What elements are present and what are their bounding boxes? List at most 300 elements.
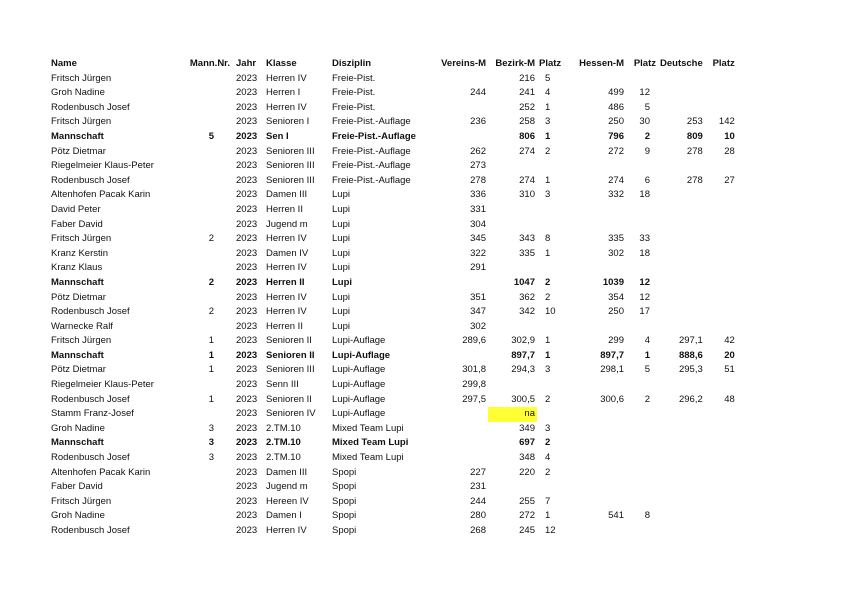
cell-platz-hessen: 18 [639,247,650,259]
cell-hessen-m [577,378,626,393]
cell-hessen-m: 302 [608,247,624,259]
cell-platz-bezirk: 7 [545,495,551,507]
cell-hessen-m [577,407,626,422]
cell-disziplin: Lupi-Auflage [332,364,386,376]
cell-hessen-m [577,466,626,481]
cell-hessen-m [577,451,626,466]
cell-disziplin: Lupi [332,189,350,201]
cell-mann-nr: 3 [208,452,214,464]
cell-deutsche [658,159,705,174]
table-row [49,159,737,174]
cell-disziplin: Lupi-Auflage [332,393,386,405]
cell-vereins-m: 304 [470,218,486,230]
table-row [49,378,737,393]
cell-platz-bezirk: 1 [545,247,551,259]
cell-bezirk-m [488,261,537,276]
cell-mann-nr: 2 [208,306,214,318]
table-row [49,422,737,437]
cell-mann-nr [179,320,234,335]
cell-klasse: Herren I [266,87,301,99]
cell-vereins-m: 297,5 [462,393,486,405]
cell-vereins-m: 331 [470,203,486,215]
cell-bezirk-m: 252 [519,101,535,113]
cell-platz-bezirk: 2 [545,291,551,303]
cell-name: Fritsch Jürgen [51,335,112,347]
cell-vereins-m [428,276,488,291]
cell-jahr: 2023 [236,525,258,536]
cell-name: Faber David [51,218,103,230]
cell-platz-deutsche: 142 [718,116,735,128]
cell-vereins-m [428,72,488,87]
cell-deutsche [658,218,705,233]
table-row [49,72,737,87]
cell-disziplin: Lupi [332,203,350,215]
cell-platz-hessen [626,451,658,466]
cell-platz-bezirk: 5 [545,72,551,84]
cell-name: Pötz Dietmar [51,364,106,376]
table-row [49,145,737,160]
cell-platz-hessen: 1 [644,349,650,361]
cell-vereins-m [428,436,488,451]
cell-klasse: Senioren II [266,335,312,347]
cell-klasse: 2.TM.10 [266,422,301,434]
cell-jahr: 2023 [236,495,258,507]
cell-platz-hessen: 4 [644,335,650,347]
cell-platz-bezirk: 3 [545,189,551,201]
table-row [49,436,737,451]
table-row [49,363,737,378]
cell-disziplin: Lupi [332,306,350,318]
cell-deutsche [658,86,705,101]
cell-platz-hessen: 12 [639,276,650,288]
cell-hessen-m: 499 [608,87,624,99]
cell-hessen-m: 486 [608,101,624,113]
cell-name: Groh Nadine [51,510,105,522]
cell-bezirk-m: 343 [519,233,535,245]
cell-mann-nr [179,247,234,262]
cell-jahr: 2023 [236,247,258,259]
cell-platz-deutsche [705,72,737,87]
cell-name: Groh Nadine [51,422,105,434]
cell-deutsche [658,291,705,306]
cell-vereins-m: 336 [470,189,486,201]
table-row [49,101,737,116]
cell-mann-nr [179,495,234,510]
cell-platz-deutsche: 27 [724,174,735,186]
cell-mann-nr [179,145,234,160]
cell-deutsche [658,495,705,510]
cell-platz-bezirk: 12 [545,525,556,536]
cell-bezirk-m: 897,7 [511,349,535,361]
cell-hessen-m [577,159,626,174]
cell-vereins-m [428,349,488,364]
table-row [49,276,737,291]
cell-bezirk-m [488,218,537,233]
header-vereins-m: Vereins-M [441,58,486,69]
table-row [49,86,737,101]
cell-platz-deutsche [705,378,737,393]
cell-hessen-m [577,436,626,451]
cell-platz-bezirk: 1 [545,174,551,186]
cell-disziplin: Spopi [332,510,357,522]
cell-name: Mannschaft [51,349,104,361]
header-jahr: Jahr [236,58,257,69]
cell-jahr: 2023 [236,116,258,128]
cell-platz-hessen [626,480,658,495]
cell-klasse: Senioren III [266,174,315,186]
cell-platz-hessen [626,466,658,481]
cell-platz-bezirk: 10 [545,306,556,318]
cell-disziplin: Lupi [332,262,350,274]
cell-platz-hessen: 2 [644,393,650,405]
cell-platz-bezirk [537,378,577,393]
cell-hessen-m [577,203,626,218]
cell-hessen-m: 298,1 [600,364,624,376]
table-row [49,509,737,524]
cell-deutsche [658,480,705,495]
cell-vereins-m: 345 [470,233,486,245]
cell-bezirk-m: 300,5 [511,393,535,405]
cell-mann-nr [179,101,234,116]
cell-jahr: 2023 [236,452,258,464]
table-row [49,115,737,130]
cell-hessen-m: 541 [608,510,624,522]
cell-deutsche: 278 [686,174,703,186]
table-row [49,320,737,335]
cell-platz-deutsche [705,466,737,481]
cell-platz-hessen: 6 [644,174,650,186]
cell-disziplin: Spopi [332,481,357,493]
cell-mann-nr [179,218,234,233]
cell-deutsche [658,378,705,393]
cell-mann-nr [179,72,234,87]
cell-disziplin: Mixed Team Lupi [332,422,404,434]
cell-bezirk-m: 272 [519,510,535,522]
cell-bezirk-m: 258 [519,116,535,128]
cell-disziplin: Lupi-Auflage [332,335,386,347]
cell-platz-deutsche: 42 [724,335,735,347]
cell-platz-hessen [626,320,658,335]
cell-name: Groh Nadine [51,87,105,99]
cell-jahr: 2023 [236,408,258,420]
cell-vereins-m: 291 [470,262,486,274]
cell-platz-hessen: 5 [644,101,650,113]
cell-platz-deutsche [705,203,737,218]
cell-jahr: 2023 [236,422,258,434]
cell-name: Riegelmeier Klaus-Peter [51,379,154,391]
cell-platz-bezirk: 3 [545,116,551,128]
cell-jahr: 2023 [236,101,258,113]
cell-jahr: 2023 [236,130,258,142]
cell-platz-hessen [626,495,658,510]
cell-klasse: Jugend m [266,481,308,493]
cell-hessen-m: 274 [608,174,624,186]
cell-vereins-m: 231 [470,481,486,493]
cell-name: Fritsch Jürgen [51,495,112,507]
cell-name: Mannschaft [51,130,104,142]
cell-disziplin: Freie-Pist.-Auflage [332,116,411,128]
cell-platz-hessen [626,422,658,437]
table-row [49,524,737,539]
cell-platz-hessen [626,378,658,393]
cell-disziplin: Lupi-Auflage [332,408,386,420]
cell-disziplin: Lupi [332,291,350,303]
cell-platz-deutsche [705,436,737,451]
cell-mann-nr [179,407,234,422]
cell-klasse: Herren IV [266,306,307,318]
cell-jahr: 2023 [236,276,258,288]
cell-hessen-m [577,524,626,539]
cell-platz-deutsche: 51 [724,364,735,376]
cell-deutsche [658,320,705,335]
cell-klasse: Herren II [266,320,303,332]
cell-platz-bezirk: 2 [545,393,551,405]
cell-vereins-m: 351 [470,291,486,303]
cell-hessen-m [577,72,626,87]
cell-mann-nr: 1 [208,393,214,405]
cell-name: Warnecke Ralf [51,320,113,332]
cell-mann-nr [179,291,234,306]
cell-platz-deutsche [705,305,737,320]
table-row [49,334,737,349]
cell-deutsche [658,451,705,466]
cell-platz-hessen [626,261,658,276]
cell-vereins-m: 244 [470,495,486,507]
cell-disziplin: Lupi [332,276,353,288]
cell-bezirk-m [488,203,537,218]
cell-mann-nr [179,524,234,539]
cell-disziplin: Freie-Pist.-Auflage [332,160,411,172]
table-row [49,480,737,495]
cell-platz-deutsche: 48 [724,393,735,405]
table-row [49,130,737,145]
cell-klasse: Senioren III [266,160,315,172]
cell-name: Altenhofen Pacak Karin [51,189,151,201]
table-row [49,349,737,364]
cell-platz-deutsche [705,159,737,174]
cell-bezirk-m: 274 [519,174,535,186]
cell-mann-nr [179,174,234,189]
header-disziplin: Disziplin [332,58,372,69]
cell-vereins-m: 347 [470,306,486,318]
cell-mann-nr: 2 [208,233,214,245]
cell-hessen-m: 335 [608,233,624,245]
cell-platz-bezirk: 3 [545,422,551,434]
table-row [49,291,737,306]
cell-name: Rodenbusch Josef [51,525,130,536]
cell-disziplin: Freie-Pist. [332,101,376,113]
table-row [49,407,737,422]
cell-platz-bezirk: 1 [545,510,551,522]
cell-name: Rodenbusch Josef [51,393,130,405]
cell-vereins-m [428,101,488,116]
cell-platz-deutsche [705,480,737,495]
cell-vereins-m: 302 [470,320,486,332]
cell-mann-nr: 5 [208,130,214,142]
cell-klasse: Herren IV [266,233,307,245]
cell-platz-bezirk: 1 [545,349,551,361]
cell-disziplin: Lupi [332,320,350,332]
cell-mann-nr [179,159,234,174]
cell-bezirk-m: 245 [519,525,535,536]
table-row [49,393,737,408]
cell-jahr: 2023 [236,306,258,318]
header-hessen-m: Hessen-M [579,58,624,69]
cell-platz-bezirk: 2 [545,276,551,288]
cell-platz-deutsche [705,232,737,247]
cell-platz-deutsche [705,451,737,466]
cell-vereins-m: 322 [470,247,486,259]
cell-klasse: Hereen IV [266,495,309,507]
cell-deutsche: 809 [686,130,703,142]
cell-klasse: Damen I [266,510,302,522]
table-row [49,218,737,233]
cell-disziplin: Lupi [332,233,350,245]
cell-deutsche [658,524,705,539]
cell-platz-hessen: 12 [639,291,650,303]
cell-platz-deutsche: 20 [724,349,735,361]
cell-platz-bezirk: 1 [545,335,551,347]
cell-platz-bezirk [537,218,577,233]
header-platz-bezirk: Platz [539,58,562,69]
cell-jahr: 2023 [236,145,258,157]
cell-name: Mannschaft [51,437,104,449]
table-row [49,305,737,320]
results-body [49,72,737,539]
cell-vereins-m: 273 [470,160,486,172]
cell-bezirk-m: 697 [519,437,535,449]
cell-platz-bezirk [537,203,577,218]
cell-klasse: Sen I [266,130,289,142]
cell-deutsche [658,305,705,320]
cell-deutsche [658,466,705,481]
cell-mann-nr: 1 [208,335,214,347]
cell-platz-bezirk: 2 [545,437,551,449]
cell-jahr: 2023 [236,349,258,361]
cell-deutsche [658,407,705,422]
cell-mann-nr: 3 [208,437,214,449]
cell-mann-nr: 3 [208,422,214,434]
cell-platz-hessen: 5 [644,364,650,376]
cell-disziplin: Freie-Pist.-Auflage [332,174,411,186]
cell-hessen-m: 897,7 [600,349,624,361]
cell-vereins-m: 299,8 [462,379,486,391]
cell-platz-deutsche [705,407,737,422]
cell-deutsche: 296,2 [678,393,703,405]
cell-name: Fritsch Jürgen [51,233,112,245]
cell-bezirk-m: 302,9 [511,335,535,347]
cell-platz-bezirk [537,320,577,335]
cell-deutsche: 297,1 [678,335,703,347]
cell-hessen-m [577,218,626,233]
cell-name: David Peter [51,203,101,215]
cell-klasse: Damen III [266,466,308,478]
cell-mann-nr: 2 [208,276,214,288]
cell-hessen-m: 1039 [602,276,624,288]
cell-deutsche [658,188,705,203]
cell-bezirk-m [488,159,537,174]
cell-jahr: 2023 [236,291,258,303]
cell-platz-hessen: 33 [639,233,650,245]
cell-vereins-m: 268 [470,525,486,536]
cell-hessen-m: 796 [608,130,624,142]
cell-disziplin: Lupi-Auflage [332,349,391,361]
cell-hessen-m [577,495,626,510]
cell-vereins-m [428,451,488,466]
header-klasse: Klasse [266,58,297,69]
cell-deutsche [658,276,705,291]
cell-bezirk-m: 349 [519,422,535,434]
cell-platz-bezirk: 8 [545,233,551,245]
results-table [49,57,737,539]
cell-platz-hessen [626,218,658,233]
cell-deutsche [658,101,705,116]
cell-platz-deutsche [705,320,737,335]
cell-platz-deutsche [705,188,737,203]
cell-deutsche: 278 [686,145,703,157]
cell-name: Rodenbusch Josef [51,306,130,318]
cell-disziplin: Freie-Pist.-Auflage [332,130,416,142]
cell-name: Mannschaft [51,276,104,288]
cell-platz-hessen: 17 [639,306,650,318]
cell-vereins-m: 301,8 [462,364,486,376]
cell-platz-deutsche: 28 [724,145,735,157]
cell-bezirk-m: 274 [519,145,535,157]
cell-klasse: Senioren III [266,145,315,157]
cell-platz-hessen: 2 [644,130,650,142]
cell-disziplin: Freie-Pist. [332,72,376,84]
cell-klasse: Senn III [266,379,299,391]
cell-mann-nr [179,480,234,495]
cell-klasse: Herren IV [266,101,307,113]
cell-deutsche [658,436,705,451]
cell-name: Altenhofen Pacak Karin [51,466,151,478]
table-row [49,188,737,203]
cell-klasse: Senioren II [266,349,315,361]
cell-mann-nr [179,86,234,101]
cell-hessen-m: 250 [608,306,624,318]
table-row [49,261,737,276]
cell-bezirk-m: 255 [519,495,535,507]
cell-deutsche [658,247,705,262]
cell-klasse: Senioren IV [266,408,316,420]
header-platz-deutsche: Platz [712,58,735,69]
cell-platz-deutsche [705,495,737,510]
cell-disziplin: Mixed Team Lupi [332,452,404,464]
cell-klasse: Herren IV [266,262,307,274]
cell-bezirk-m: 348 [519,452,535,464]
cell-hessen-m [577,422,626,437]
cell-deutsche [658,261,705,276]
cell-klasse: Senioren I [266,116,310,128]
cell-hessen-m: 272 [608,145,624,157]
cell-jahr: 2023 [236,87,258,99]
cell-name: Fritsch Jürgen [51,116,112,128]
cell-platz-bezirk: 1 [545,101,551,113]
cell-name: Pötz Dietmar [51,145,106,157]
cell-disziplin: Spopi [332,495,357,507]
cell-jahr: 2023 [236,72,258,84]
cell-bezirk-m: na [488,407,537,422]
cell-hessen-m: 299 [608,335,624,347]
cell-bezirk-m: 241 [519,87,535,99]
cell-platz-deutsche [705,86,737,101]
cell-vereins-m: 227 [470,466,486,478]
cell-jahr: 2023 [236,262,258,274]
cell-deutsche [658,509,705,524]
cell-platz-deutsche [705,509,737,524]
cell-platz-deutsche [705,261,737,276]
